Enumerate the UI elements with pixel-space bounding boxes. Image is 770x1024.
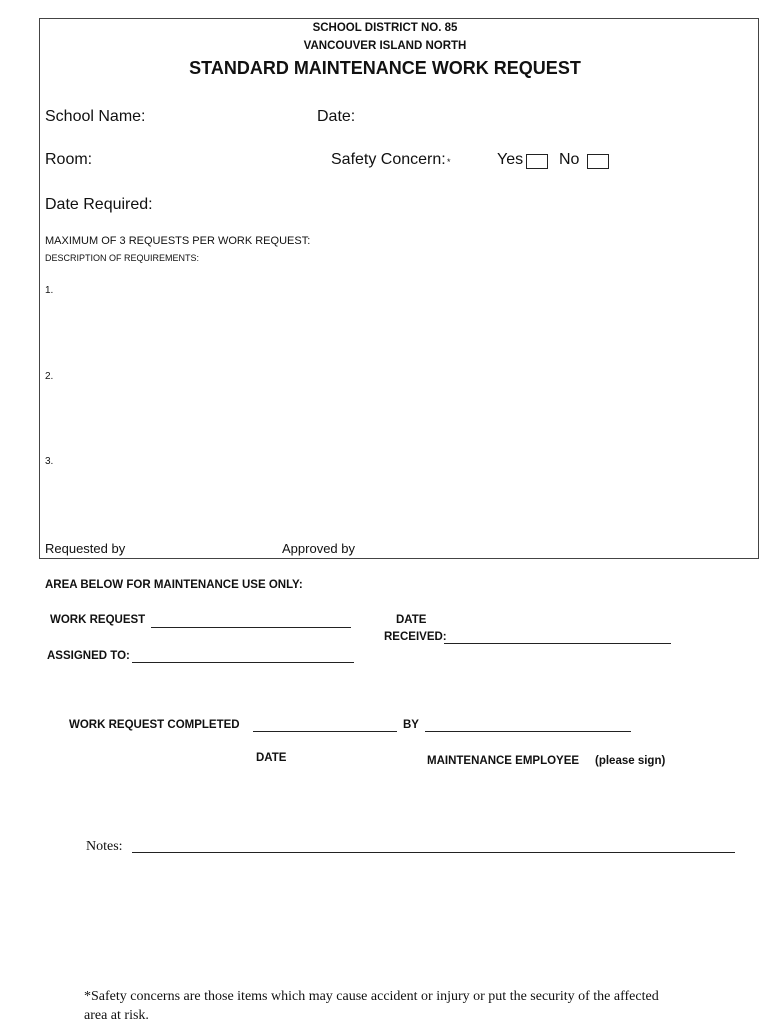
no-label: No	[559, 151, 580, 168]
date-required-label: Date Required:	[45, 196, 153, 213]
yes-checkbox[interactable]	[526, 154, 548, 169]
safety-footnote-line-2: area at risk.	[84, 1008, 149, 1023]
no-checkbox[interactable]	[587, 154, 609, 169]
school-name-label: School Name:	[45, 108, 146, 125]
request-item-3: 3.	[45, 456, 54, 467]
region-name: VANCOUVER ISLAND NORTH	[303, 40, 467, 52]
completed-date-line[interactable]	[253, 731, 397, 732]
completed-date-caption: DATE	[256, 752, 287, 764]
notes-label: Notes:	[86, 839, 123, 854]
district-name: SCHOOL DISTRICT NO. 85	[312, 22, 458, 34]
assigned-to-line[interactable]	[132, 662, 354, 663]
description-heading: DESCRIPTION OF REQUIREMENTS:	[45, 253, 200, 263]
max-requests-note: MAXIMUM OF 3 REQUESTS PER WORK REQUEST:	[45, 235, 311, 247]
request-form-box	[39, 18, 759, 559]
work-completed-label: WORK REQUEST COMPLETED	[69, 719, 240, 731]
notes-line[interactable]	[132, 852, 735, 853]
safety-asterisk: *	[447, 157, 451, 167]
assigned-to-label: ASSIGNED TO:	[47, 650, 130, 662]
room-label: Room:	[45, 151, 93, 168]
please-sign-caption: (please sign)	[595, 755, 666, 767]
date-received-label-2: RECEIVED:	[384, 631, 447, 643]
work-request-line[interactable]	[151, 627, 351, 628]
requested-by-label: Requested by	[45, 541, 126, 556]
yes-label: Yes	[497, 151, 524, 168]
work-request-label: WORK REQUEST	[50, 614, 146, 626]
request-item-1: 1.	[45, 285, 54, 296]
employee-signature-line[interactable]	[425, 731, 631, 732]
date-label: Date:	[317, 108, 356, 125]
date-received-line[interactable]	[444, 643, 671, 644]
maintenance-section-heading: AREA BELOW FOR MAINTENANCE USE ONLY:	[45, 579, 303, 591]
safety-footnote-line-1: *Safety concerns are those items which may cause accident or injury or put the security of the affected	[84, 989, 659, 1004]
approved-by-label: Approved by	[282, 541, 355, 556]
form-title: STANDARD MAINTENANCE WORK REQUEST	[189, 58, 581, 78]
safety-concern-label: Safety Concern:	[331, 151, 446, 168]
maintenance-employee-caption: MAINTENANCE EMPLOYEE	[427, 755, 580, 767]
by-label: BY	[403, 719, 419, 731]
request-item-2: 2.	[45, 371, 54, 382]
date-received-label-1: DATE	[396, 614, 427, 626]
